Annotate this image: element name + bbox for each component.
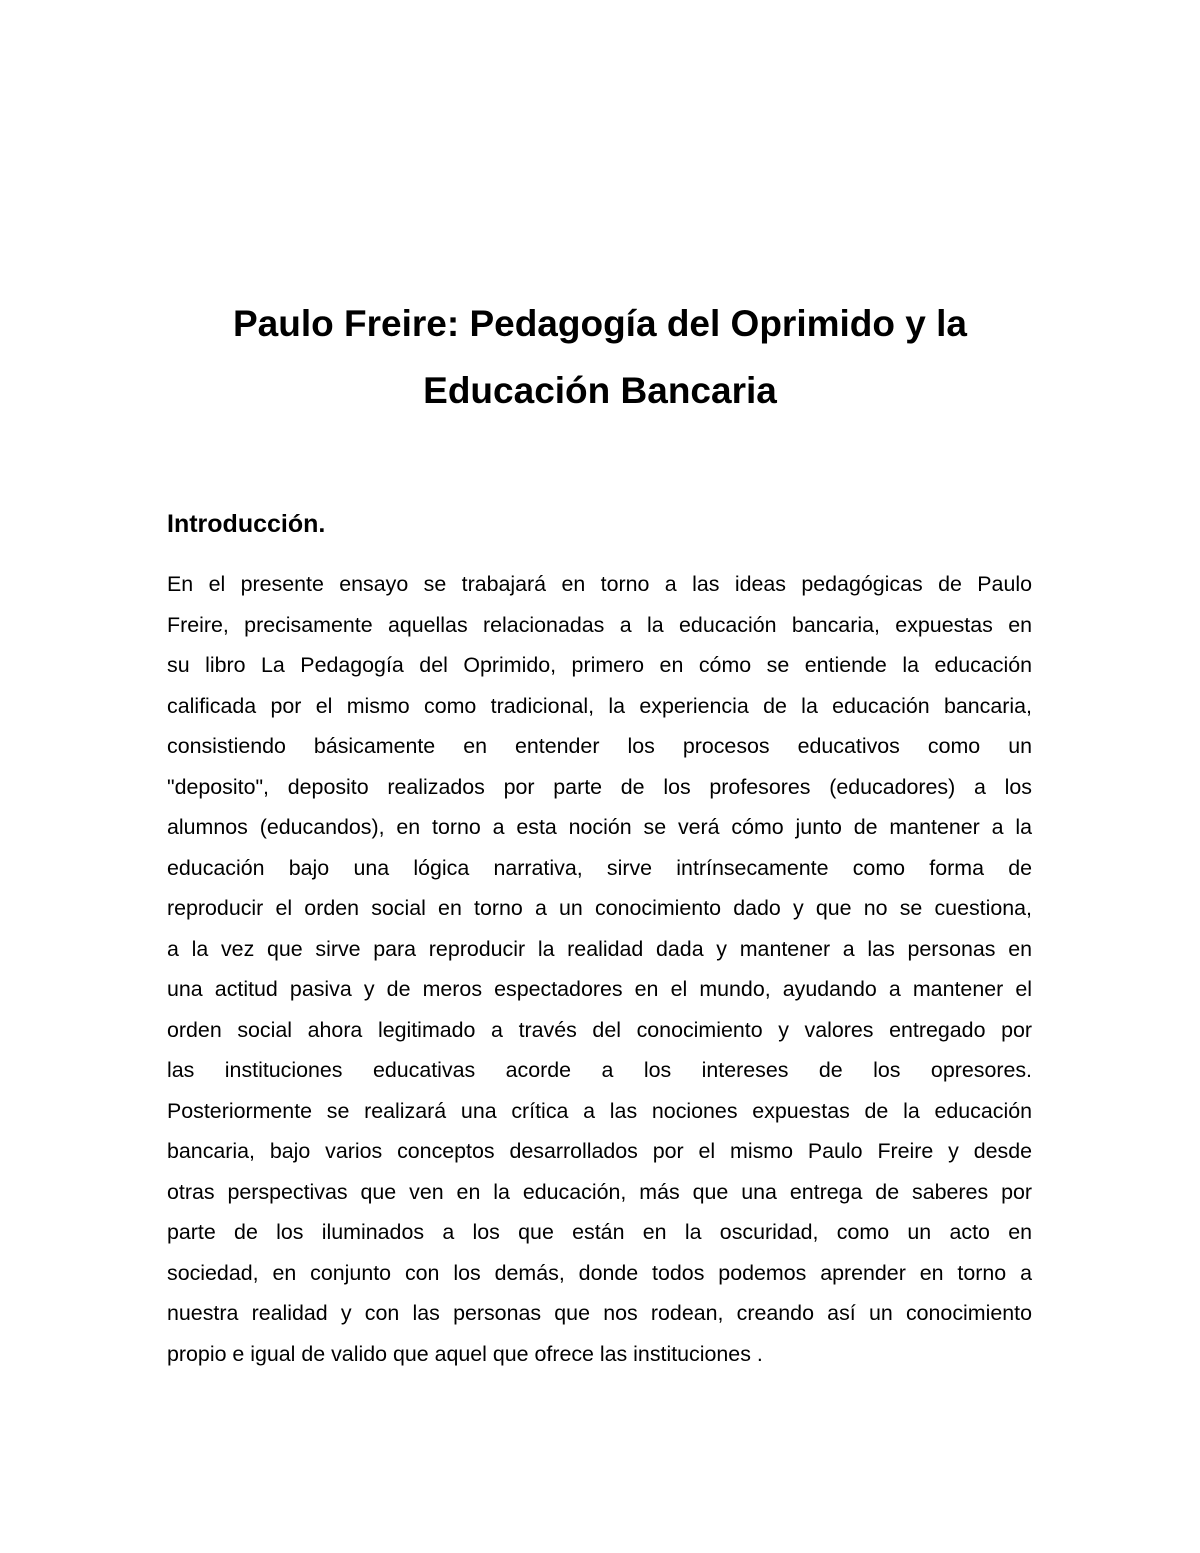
- paragraph-line: En el presente ensayo se trabajará en torno a las ideas pedagógicas de Paulo: [167, 572, 1032, 596]
- paragraph-line: una actitud pasiva y de meros espectadores en el mundo, ayudando a mantener el: [167, 977, 1032, 1001]
- paragraph-line: consistiendo básicamente en entender los procesos educativos como un: [167, 734, 1032, 758]
- paragraph-line: a la vez que sirve para reproducir la realidad dada y mantener a las personas en: [167, 936, 1032, 961]
- paragraph-line: "deposito", deposito realizados por parte de los profesores (educadores) a los: [167, 774, 1032, 799]
- paragraph-line: las instituciones educativas acorde a los intereses de los opresores.: [167, 1058, 1032, 1082]
- paragraph-line: bancaria, bajo varios conceptos desarrollados por el mismo Paulo Freire y desde: [167, 1139, 1032, 1163]
- paragraph-line: parte de los iluminados a los que están en la oscuridad, como un acto en: [167, 1220, 1032, 1244]
- paragraph-line: Posteriormente se realizará una crítica a las nociones expuestas de la educación: [167, 1098, 1032, 1123]
- paragraph-line: otras perspectivas que ven en la educación, más que una entrega de saberes por: [167, 1179, 1032, 1204]
- paragraph-line: nuestra realidad y con las personas que nos rodean, creando así un conocimiento: [167, 1301, 1032, 1325]
- paragraph-line: sociedad, en conjunto con los demás, donde todos podemos aprender en torno a: [167, 1260, 1032, 1285]
- title-line-2: Educación Bancaria: [423, 370, 777, 411]
- paragraph-line: Freire, precisamente aquellas relacionadas a la educación bancaria, expuestas en: [167, 612, 1032, 637]
- paragraph-line: educación bajo una lógica narrativa, sirve intrínsecamente como forma de: [167, 855, 1032, 880]
- document-title: [0, 290, 1200, 424]
- paragraph-line: alumnos (educandos), en torno a esta noción se verá cómo junto de mantener a la: [167, 815, 1032, 839]
- paragraph-line: reproducir el orden social en torno a un conocimiento dado y que no se cuestiona,: [167, 896, 1032, 920]
- paragraph-line: calificada por el mismo como tradicional, la experiencia de la educación bancaria,: [167, 693, 1032, 718]
- section-heading-introduction: Introducción.: [167, 510, 326, 538]
- paragraph-line: orden social ahora legitimado a través del conocimiento y valores entregado por: [167, 1017, 1032, 1042]
- introduction-paragraph: [167, 564, 1032, 1374]
- paragraph-line: propio e igual de valido que aquel que ofrece las instituciones .: [167, 1341, 763, 1366]
- paragraph-line: su libro La Pedagogía del Oprimido, primero en cómo se entiende la educación: [167, 653, 1032, 677]
- title-line-1: Paulo Freire: Pedagogía del Oprimido y la: [232, 303, 967, 344]
